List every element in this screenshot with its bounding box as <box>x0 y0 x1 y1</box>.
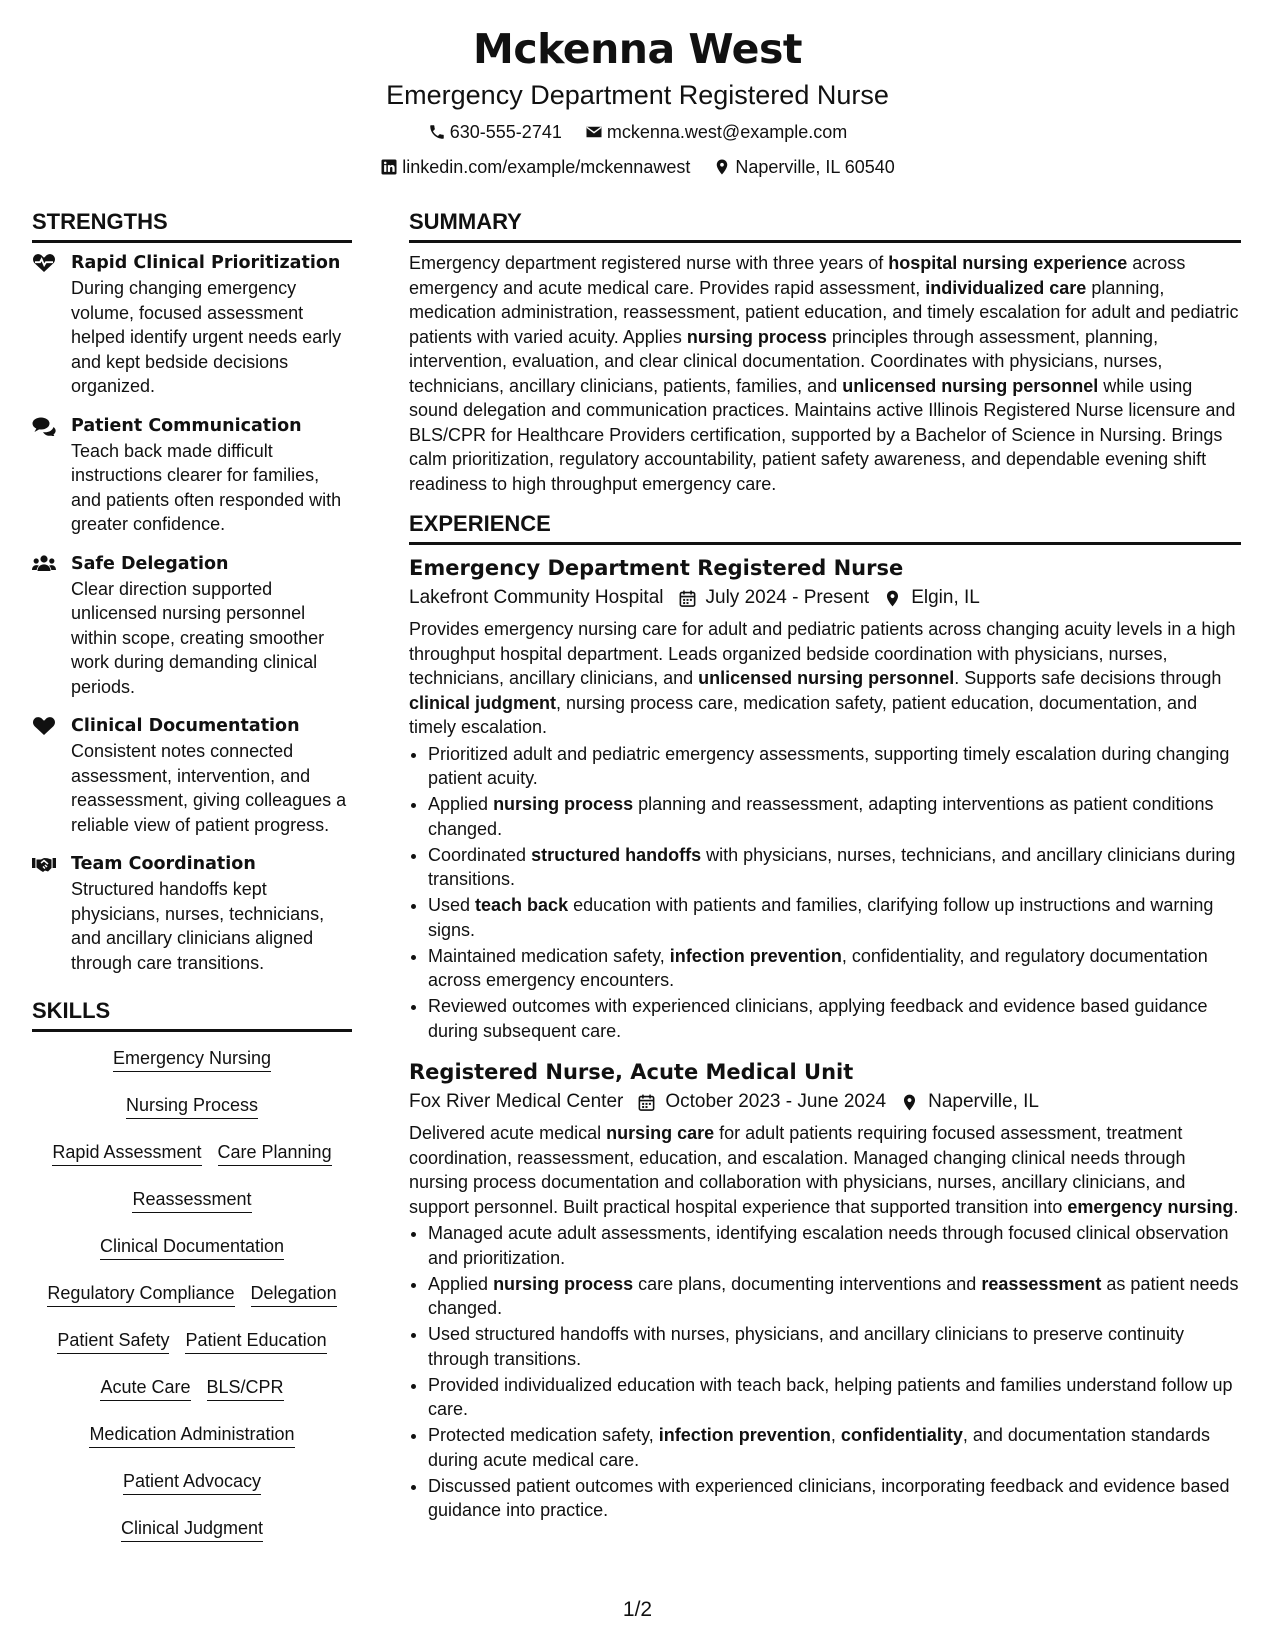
job-location <box>900 1087 1039 1117</box>
skill-tag: Patient Safety <box>57 1328 169 1354</box>
skill-tag: Delegation <box>251 1281 337 1307</box>
linkedin-text: linkedin.com/example/mckennawest <box>402 157 691 177</box>
skill-tag: Medication Administration <box>89 1422 294 1448</box>
job-meta <box>409 583 1241 613</box>
job-meta <box>409 1087 1241 1117</box>
job-bullet: • Applied nursing process care plans, documenting interventions and reassessment as patient needs changed. <box>428 1272 1241 1321</box>
strength-description: During changing emergency volume, focused assessment helped identify urgent needs early and kept bedside decisions organized. <box>71 278 342 396</box>
job-bullet: • Discussed patient outcomes with experienced clinicians, incorporating feedback and evidence based guidance into practice. <box>428 1474 1241 1523</box>
job-dates-text: July 2024 - Present <box>705 587 870 608</box>
job-title: Registered Nurse, Acute Medical Unit <box>409 1060 854 1084</box>
job-bullet: • Applied nursing process planning and reassessment, adapting interventions as patient conditions changed. <box>428 792 1241 841</box>
map-pin-icon <box>900 1093 928 1112</box>
skill-row <box>32 1140 352 1166</box>
job-employer: Lakefront Community Hospital <box>409 587 664 608</box>
skill-tag: Reassessment <box>132 1187 251 1213</box>
strength-title: Team Coordination <box>71 854 256 874</box>
map-pin-icon <box>883 589 911 608</box>
skill-tag: BLS/CPR <box>207 1375 284 1401</box>
contact-location <box>713 155 894 179</box>
job-bullet: • Maintained medication safety, infection prevention, confidentiality, and regulatory documentation across emergency encounters. <box>428 944 1241 993</box>
skill-tag: Care Planning <box>218 1140 332 1166</box>
strength-item <box>32 552 352 700</box>
skill-tag: Patient Education <box>185 1328 326 1354</box>
job-bullet: • Protected medication safety, infection prevention, confidentiality, and documentation standards during acute medical care. <box>428 1423 1241 1472</box>
strength-item <box>32 852 352 975</box>
job-dates <box>678 583 870 613</box>
skill-row <box>32 1187 352 1213</box>
job-employer: Fox River Medical Center <box>409 1091 624 1112</box>
strength-title: Safe Delegation <box>71 553 229 574</box>
strengths-list <box>32 251 352 975</box>
skill-tag: Regulatory Compliance <box>47 1281 234 1307</box>
job-title: Emergency Department Registered Nurse <box>409 556 904 580</box>
strength-item <box>32 251 352 399</box>
right-column <box>409 208 1241 1537</box>
strength-description: Teach back made difficult instructions clearer for families, and patients often responded with greater confidence. <box>71 440 342 534</box>
skills-list <box>32 1040 352 1542</box>
summary-text: Emergency department registered nurse with three years of hospital nursing experience across emergency and acute medical care. Provides rapid assessment, individualized care planning, medication administration, reassessment, patient education, and timely escalation for adult and pediatric patients with varied acuity. Applies nursing process principles through assessment, planning, intervention, evaluation, and clear clinical documentation. Coordinates with physicians, nurses, technicians, ancillary clinicians, patients, families, and unlicensed nursing personnel while using sound delegation and communication practices. Maintains active Illinois Registered Nurse licensure and BLS/CPR for Healthcare Providers certification, supported by a Bachelor of Science in Nursing. Brings calm prioritization, regulatory accountability, patient safety awareness, and dependable evening shift readiness to high throughput emergency care. <box>409 253 1239 494</box>
job-entry <box>409 1057 1241 1523</box>
strength-description: Structured handoffs kept physicians, nurses, technicians, and ancillary clinicians aligned through care transitions. <box>71 879 325 973</box>
skill-row <box>32 1281 352 1307</box>
skill-row <box>32 1093 352 1119</box>
skill-tag: Nursing Process <box>126 1093 258 1119</box>
skills-heading: SKILLS <box>32 997 352 1032</box>
job-bullet: • Used teach back education with patients and families, clarifying follow up instructions and warning signs. <box>428 893 1241 942</box>
skill-tag: Clinical Judgment <box>121 1516 263 1542</box>
contact-email[interactable] <box>585 120 847 144</box>
contact-phone[interactable] <box>428 120 562 144</box>
map-pin-icon <box>713 158 731 176</box>
job-location-text: Elgin, IL <box>911 587 980 608</box>
envelope-icon <box>585 123 603 141</box>
job-location <box>883 583 980 613</box>
handshake-icon <box>32 854 56 874</box>
job-bullet: • Provided individualized education with teach back, helping patients and families understand follow up care. <box>428 1373 1241 1422</box>
job-bullet: • Reviewed outcomes with experienced clinicians, applying feedback and evidence based guidance during subsequent care. <box>428 994 1241 1043</box>
linkedin-icon <box>380 158 398 176</box>
summary-heading: SUMMARY <box>409 208 1241 243</box>
heart-icon <box>32 716 56 736</box>
users-icon <box>32 554 56 574</box>
left-column <box>32 208 352 1563</box>
phone-icon <box>428 123 446 141</box>
experience-heading: EXPERIENCE <box>409 510 1241 545</box>
job-bullets <box>409 742 1241 1044</box>
phone-text: 630-555-2741 <box>449 122 562 142</box>
job-bullet: • Prioritized adult and pediatric emergency assessments, supporting timely escalation during changing patient acuity. <box>428 742 1241 791</box>
job-description: Provides emergency nursing care for adult and pediatric patients across changing acuity levels in a high throughput hospital department. Leads organized bedside coordination with physicians, nurses, technicians, ancillary clinicians, and unlicensed nursing personnel. Supports safe decisions through clinical judgment, nursing process care, medication safety, patient education, documentation, and timely escalation. <box>409 619 1236 737</box>
skill-row <box>32 1469 352 1495</box>
strength-description: Clear direction supported unlicensed nursing personnel within scope, creating smoother work during demanding clinical periods. <box>71 578 325 697</box>
candidate-name: Mckenna West <box>473 25 802 73</box>
strength-title: Rapid Clinical Prioritization <box>71 253 341 273</box>
candidate-headline: Emergency Department Registered Nurse <box>386 80 889 110</box>
calendar-icon <box>678 589 706 608</box>
skill-row <box>32 1422 352 1448</box>
strengths-heading: STRENGTHS <box>32 208 352 243</box>
strength-title: Clinical Documentation <box>71 716 300 736</box>
skill-row <box>32 1328 352 1354</box>
job-bullets <box>409 1221 1241 1523</box>
job-description: Delivered acute medical nursing care for adult patients requiring focused assessment, treatment coordination, reassessment, education, and escalation. Managed changing clinical needs through nursing process documentation and collaboration with physicians, nurses, ancillary clinicians, and support personnel. Built practical hospital experience that supported transition into emergency nursing. <box>409 1123 1239 1217</box>
skill-row <box>32 1516 352 1542</box>
strength-title: Patient Communication <box>71 415 302 436</box>
skill-tag: Acute Care <box>100 1375 190 1401</box>
skill-tag: Clinical Documentation <box>100 1234 284 1260</box>
skill-row <box>32 1234 352 1260</box>
skill-tag: Rapid Assessment <box>52 1140 201 1166</box>
strength-item <box>32 714 352 837</box>
skill-row <box>32 1375 352 1401</box>
job-bullet: • Managed acute adult assessments, identifying escalation needs through focused clinical observation and prioritization. <box>428 1221 1241 1270</box>
job-entry <box>409 553 1241 1043</box>
contact-row-2 <box>0 155 1275 182</box>
comments-icon <box>32 416 56 436</box>
heart-pulse-icon <box>32 253 56 273</box>
email-text: mckenna.west@example.com <box>606 122 848 142</box>
calendar-icon <box>637 1093 665 1112</box>
job-dates <box>637 1087 886 1117</box>
job-bullet: • Coordinated structured handoffs with physicians, nurses, technicians, and ancillary clinicians during transitions. <box>428 843 1241 892</box>
contact-row-1 <box>0 120 1275 147</box>
skill-row <box>32 1046 352 1072</box>
job-dates-text: October 2023 - June 2024 <box>665 1091 887 1112</box>
experience-list <box>409 553 1241 1523</box>
skill-tag: Patient Advocacy <box>123 1469 261 1495</box>
skill-tag: Emergency Nursing <box>113 1046 271 1072</box>
job-bullet: • Used structured handoffs with nurses, physicians, and ancillary clinicians to preserve continuity through transitions. <box>428 1322 1241 1371</box>
job-location-text: Naperville, IL <box>928 1091 1039 1112</box>
resume-header <box>0 20 1275 182</box>
strength-description: Consistent notes connected assessment, intervention, and reassessment, giving colleagues a reliable view of patient progress. <box>71 741 347 835</box>
page-number: 1/2 <box>622 1598 653 1621</box>
strength-item <box>32 414 352 537</box>
location-text: Naperville, IL 60540 <box>735 157 895 177</box>
contact-linkedin[interactable] <box>380 155 690 179</box>
